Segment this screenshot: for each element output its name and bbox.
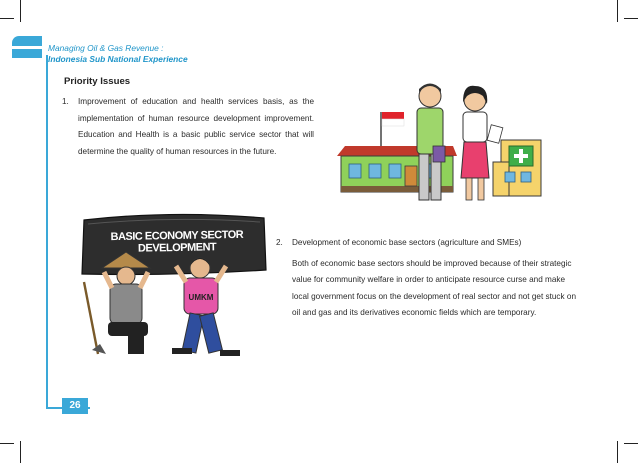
education-health-illustration <box>333 82 547 212</box>
crop-mark-top-left-v <box>20 0 21 22</box>
item-number: 1. <box>62 97 69 106</box>
header-tab-decoration <box>12 36 42 58</box>
crop-mark-bottom-left-v <box>20 441 21 463</box>
crop-mark-top-left-h <box>0 18 14 19</box>
priority-item-2 <box>276 235 580 322</box>
header-title-line-1: Managing Oil & Gas Revenue : <box>48 43 164 53</box>
side-rule <box>46 55 48 409</box>
section-heading: Priority Issues <box>64 76 131 87</box>
crop-mark-bottom-right-v <box>617 441 618 463</box>
crop-mark-bottom-right-h <box>624 443 638 444</box>
crop-mark-bottom-left-h <box>0 443 14 444</box>
shirt-label: UMKM <box>188 293 214 302</box>
crop-mark-top-right-h <box>624 18 638 19</box>
item-text: Both of economic base sectors should be improved because of their strategic value for community welfare in order to anticipate resource curse and make local government focus on the development of real sector and not get stuck on oil and gas and its derivatives economic fields which are temporary. <box>292 258 577 318</box>
item-text: Improvement of education and health services basis, as the implementation of human resource development improvement. Education and Health is a basic public service sector that will determine the quality of human resources in the future. <box>78 97 314 156</box>
page-number: 26 <box>62 398 88 414</box>
priority-item-1 <box>62 94 314 160</box>
item-heading: Development of economic base sectors (agriculture and SMEs) <box>292 238 522 247</box>
running-header <box>48 43 188 65</box>
header-title-line-2: Indonesia Sub National Experience <box>48 54 188 64</box>
crop-mark-top-right-v <box>617 0 618 22</box>
banner-label: BASIC ECONOMY SECTOR DEVELOPMENT <box>110 228 244 255</box>
item-number: 2. <box>276 238 283 247</box>
